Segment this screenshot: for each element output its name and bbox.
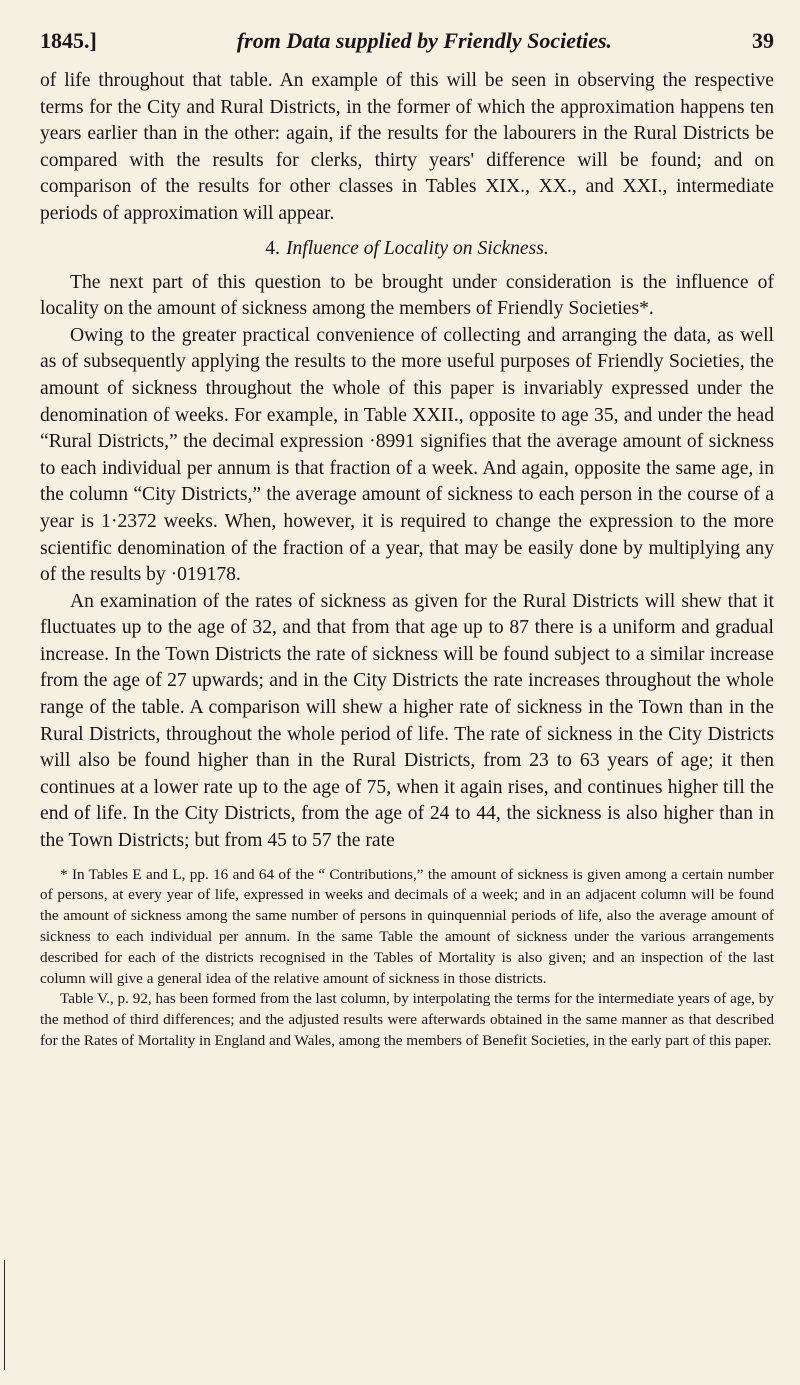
page-number: 39 (752, 28, 774, 53)
footnote: * In Tables E and L, pp. 16 and 64 of the “ Contributions,” the amount of sickness is given among a certain number of persons, at every year of life, expressed in weeks and decimals of a week; and in an adjacent column will be found the amount of sickness among the same number of persons in quinquennial periods of life, also the average amount of sickness to each individual per annum. In the same Table the amount of sickness under the various arrangements described for each of the districts recognised in the Tables of Mortality is also given; and an inspection of the last column will give a general idea of the relative amount of sickness in those districts. (40, 865, 774, 987)
footnote-continuation: Table V., p. 92, has been formed from the last column, by interpolating the terms for the intermediate years of age, by the method of third differences; and the adjusted results were afterwards obtained in the same manner as that described for the Rates of Mortality in England and Wales, among the members of Benefit Societies, in the early part of this paper. (40, 990, 774, 1049)
section-number: 4. (265, 237, 280, 259)
running-header (40, 28, 774, 54)
book-page (40, 28, 774, 1052)
running-title: from Data supplied by Friendly Societies. (236, 28, 613, 53)
paragraph: An examination of the rates of sickness as given for the Rural Districts will shew that it fluctuates up to the age of 32, and that from that age up to 87 there is a uniform and gradual increase. In the Town Districts the rate of sickness will be found subject to a similar increase from the age of 27 upwards; and in the City Districts the rate increases throughout the whole range of the table. A comparison will shew a higher rate of sickness in the Town than in the Rural Districts, throughout the whole period of life. The rate of sickness in the City Districts will also be found higher than in the Rural Districts, from 23 to 63 years of age; it then continues at a lower rate up to the age of 75, when it again rises, and continues higher till the end of life. In the City Districts, from the age of 24 to 44, the sickness is also higher than in the Town Districts; but from 45 to 57 the rate (40, 590, 774, 852)
page-edge-line (4, 1260, 5, 1370)
paragraph: Owing to the greater practical convenience of collecting and arranging the data, as well as of subsequently applying the results to the more useful purposes of Friendly Societies, the amount of sickness throughout the whole of this paper is invariably expressed under the denomination of weeks. For example, in Table XXII., opposite to age 35, and under the head “Rural Districts,” the decimal expression ·8991 signifies that the average amount of sickness to each individual per annum is that fraction of a week. And again, opposite the same age, in the column “City Districts,” the average amount of sickness to each person in the course of a year is 1·2372 weeks. When, however, it is required to change the expression to the more scientific denomination of the fraction of a year, that may be easily done by multiplying any of the results by ·019178. (40, 324, 774, 586)
header-year: 1845.] (40, 28, 97, 53)
paragraph: The next part of this question to be brought under consideration is the influence of locality on the amount of sickness among the members of Friendly Societies*. (40, 271, 774, 320)
paragraph-continuation: of life throughout that table. An example of this will be seen in observing the respective terms for the City and Rural Districts, in the former of which the approximation happens ten years earlier than in the other: again, if the results for the labourers in the Rural Districts be compared with the results for clerks, thirty years' difference will be found; and on comparison of the results for other classes in Tables XIX., XX., and XXI., intermediate periods of approximation will appear. (40, 70, 774, 224)
section-heading (40, 236, 774, 262)
section-title: Influence of Locality on Sickness. (285, 237, 549, 259)
